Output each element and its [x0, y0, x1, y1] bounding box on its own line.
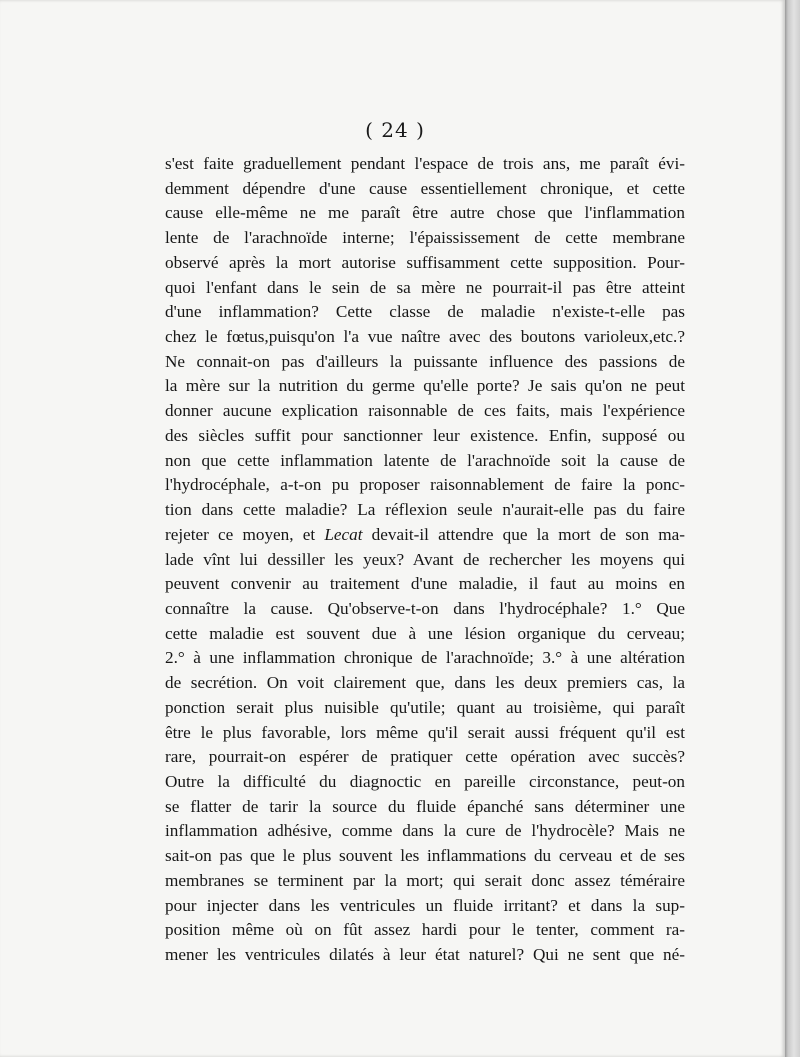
- text-segment: rejeter ce moyen, et: [165, 524, 325, 544]
- text-line: cause elle-même ne me paraît être autre chose que l'inflammation: [165, 203, 685, 223]
- text-line: quoi l'enfant dans le sein de sa mère ne pourrait-il pas être atteint: [165, 277, 685, 297]
- text-line: lade vînt lui dessiller les yeux? Avant de rechercher les moyens qui: [165, 549, 685, 569]
- text-line: Outre la difficulté du diagnoctic en pareille circonstance, peut-on: [165, 771, 685, 791]
- body-text: [165, 152, 685, 968]
- text-line: mener les ventricules dilatés à leur état naturel? Qui ne sent que né-: [165, 945, 685, 964]
- text-line: observé après la mort autorise suffisamment cette supposition. Pour-: [165, 252, 685, 272]
- text-line: 2.° à une inflammation chronique de l'arachnoïde; 3.° à une altération: [165, 648, 685, 668]
- text-line: la mère sur la nutrition du germe qu'elle porte? Je sais qu'on ne peut: [165, 376, 685, 396]
- text-line-with-italic: [165, 523, 685, 548]
- text-line: rare, pourrait-on espérer de pratiquer cette opération avec succès?: [165, 747, 685, 767]
- text-line: chez le fœtus,puisqu'on l'a vue naître avec des boutons varioleux,etc.?: [165, 327, 685, 347]
- text-line: lente de l'arachnoïde interne; l'épaississement de cette membrane: [165, 228, 685, 248]
- text-line: demment dépendre d'une cause essentiellement chronique, et cette: [165, 178, 685, 198]
- text-line: inflammation adhésive, comme dans la cure de l'hydrocèle? Mais ne: [165, 821, 685, 841]
- text-line: de secrétion. On voit clairement que, dans les deux premiers cas, la: [165, 673, 685, 693]
- text-line: pour injecter dans les ventricules un fluide irritant? et dans la sup-: [165, 895, 685, 915]
- text-line: se flatter de tarir la source du fluide épanché sans déterminer une: [165, 796, 685, 816]
- author-name-italic: Lecat: [324, 524, 363, 544]
- text-line: sait-on pas que le plus souvent les inflammations du cerveau et de ses: [165, 846, 685, 866]
- text-line: peuvent convenir au traitement d'une maladie, il faut au moins en: [165, 574, 685, 594]
- text-line: d'une inflammation? Cette classe de maladie n'existe-t-elle pas: [165, 302, 685, 322]
- text-line: s'est faite graduellement pendant l'espace de trois ans, me paraît évi-: [165, 154, 685, 173]
- text-line: des siècles suffit pour sanctionner leur existence. Enfin, supposé ou: [165, 425, 685, 445]
- text-line: cette maladie est souvent due à une lésion organique du cerveau;: [165, 623, 685, 643]
- text-line: connaître la cause. Qu'observe-t-on dans l'hydrocéphale? 1.° Que: [165, 598, 685, 618]
- text-segment: devait-il attendre que la mort de son ma-: [362, 524, 685, 544]
- text-line: non que cette inflammation latente de l'arachnoïde soit la cause de: [165, 450, 685, 470]
- text-line: Ne connait-on pas d'ailleurs la puissante influence des passions de: [165, 351, 685, 371]
- text-line: tion dans cette maladie? La réflexion seule n'aurait-elle pas du faire: [165, 500, 685, 520]
- page-number: ( 24 ): [365, 118, 425, 142]
- text-line: donner aucune explication raisonnable de ces faits, mais l'expérience: [165, 401, 685, 421]
- text-line: ponction serait plus nuisible qu'utile; quant au troisième, qui paraît: [165, 697, 685, 717]
- text-line: être le plus favorable, lors même qu'il serait aussi fréquent qu'il est: [165, 722, 685, 742]
- text-line: membranes se terminent par la mort; qui serait donc assez téméraire: [165, 870, 685, 890]
- text-line: position même où on fût assez hardi pour le tenter, comment ra-: [165, 920, 685, 940]
- page-edge-shadow: [785, 0, 800, 1057]
- text-line: l'hydrocéphale, a-t-on pu proposer raisonnablement de faire la ponc-: [165, 475, 685, 495]
